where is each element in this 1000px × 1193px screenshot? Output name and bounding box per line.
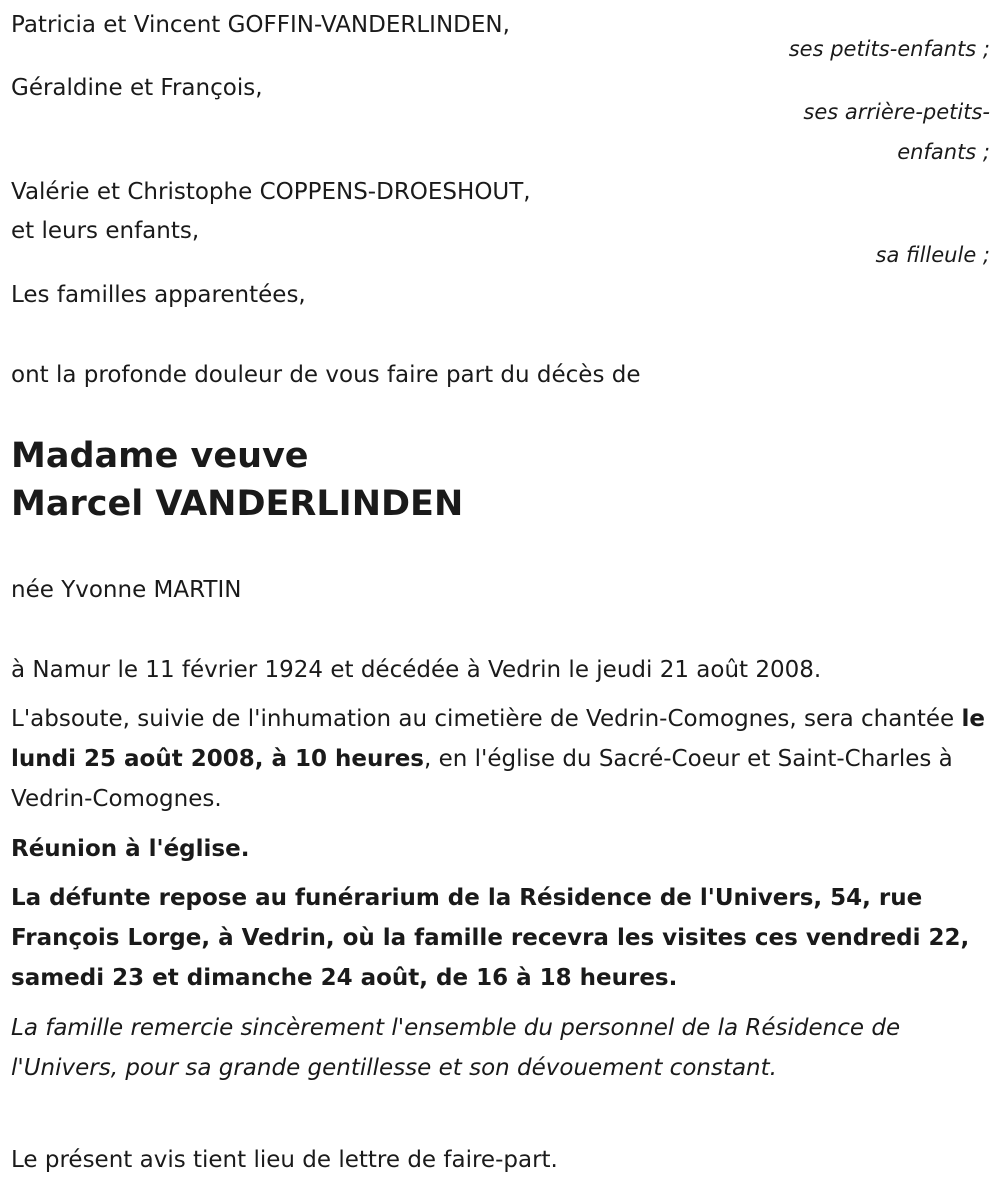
- family-line-children: et leurs enfants,: [11, 218, 200, 244]
- family-line-goddaughter: Valérie et Christophe COPPENS-DROESHOUT,: [11, 179, 531, 205]
- visitation-paragraph: La défunte repose au funérarium de la Résidence de l'Univers, 54, rue François Lorge, à Vedrin, où la famille recevra les visites ces vendredi 22, samedi 23 et dimanche 24 août, de 16 à 18 heures.: [11, 885, 970, 991]
- closing-text: Le présent avis tient lieu de lettre de faire-part.: [11, 1147, 558, 1173]
- announcement-text: ont la profonde douleur de vous faire part du décès de: [11, 362, 641, 388]
- meeting-text: Réunion à l'église.: [11, 836, 250, 862]
- role-grandchildren: ses petits-enfants ;: [788, 37, 990, 61]
- ceremony-paragraph: [11, 699, 986, 819]
- birth-name: née Yvonne MARTIN: [11, 577, 242, 603]
- family-line-great-grandchildren: Géraldine et François,: [11, 75, 263, 101]
- deceased-name-line-2: Marcel VANDERLINDEN: [11, 484, 464, 524]
- family-line-relatives: Les familles apparentées,: [11, 282, 306, 308]
- deceased-name-line-1: Madame veuve: [11, 436, 309, 476]
- thanks-paragraph: La famille remercie sincèrement l'ensemble du personnel de la Résidence de l'Univers, pour sa grande gentillesse et son dévouement constant.: [11, 1015, 901, 1081]
- role-great-grandchildren-1: ses arrière-petits-: [803, 100, 990, 124]
- role-goddaughter: sa filleule ;: [875, 243, 990, 267]
- family-line-grandchildren: Patricia et Vincent GOFFIN-VANDERLINDEN,: [11, 12, 510, 38]
- ceremony-date: le lundi 25 août 2008, à 10 heures: [11, 706, 985, 772]
- ceremony-intro: L'absoute, suivie de l'inhumation au cimetière de Vedrin-Comognes, sera chantée: [11, 706, 962, 732]
- role-great-grandchildren-2: enfants ;: [897, 140, 990, 164]
- ceremony-rest: , en l'église du Sacré-Coeur et Saint-Charles à Vedrin-Comognes.: [11, 746, 953, 812]
- dates-text: à Namur le 11 février 1924 et décédée à Vedrin le jeudi 21 août 2008.: [11, 657, 822, 683]
